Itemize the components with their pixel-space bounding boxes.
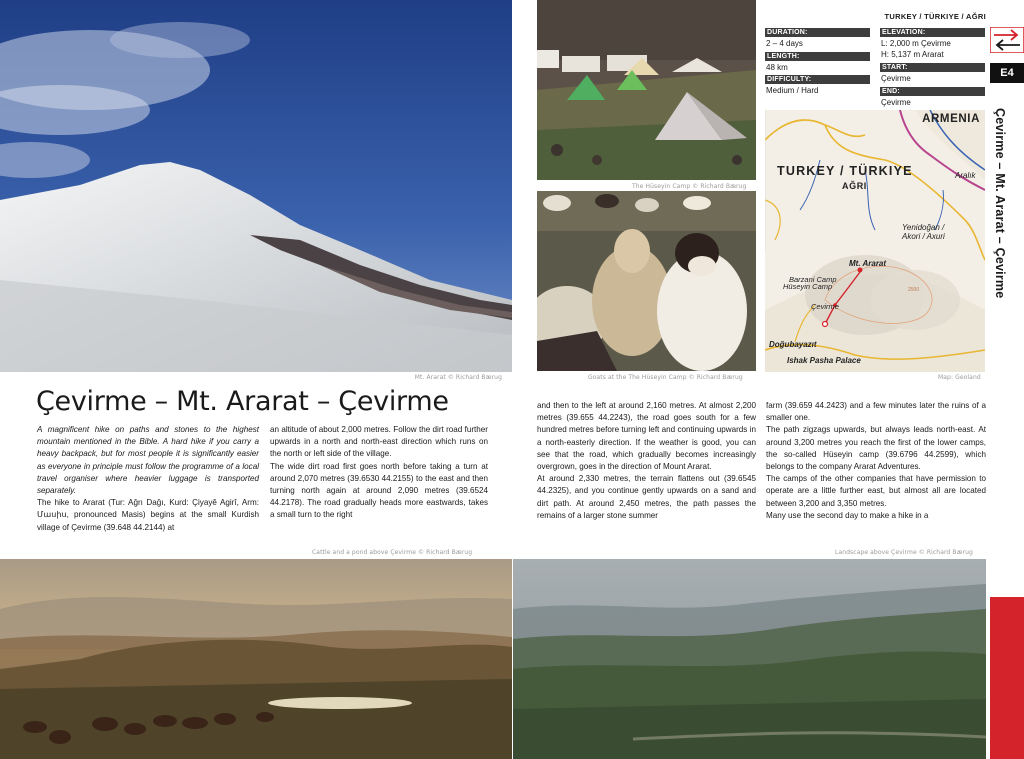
- round-trip-icon: [990, 27, 1024, 53]
- elevation-low: L: 2,000 m Çevirme: [881, 39, 951, 48]
- photo-cattle-pond: [0, 559, 512, 759]
- body-paragraph: The wide dirt road first goes north before taking a turn at around 2,070 metres (39.6530 44.2155) to the east and then turning north again at around 2,090 metres (39.6524 44.2178). The road gradually heads more eastwards, takes a small turn to the right: [270, 461, 488, 520]
- photo-huseyin-camp: [537, 0, 756, 180]
- body-paragraph: Many use the second day to make a hike in a: [766, 510, 929, 520]
- chapter-color-bar: [990, 597, 1024, 759]
- region-label: TURKEY / TÜRKIYE / AĞRI: [884, 12, 986, 21]
- start-label: START:: [880, 63, 985, 72]
- difficulty-label: DIFFICULTY:: [765, 75, 870, 84]
- side-route-title: Çevirme – Mt. Ararat – Çevirme: [993, 108, 1007, 299]
- map-dogubayazit: Doğubayazıt: [769, 340, 817, 349]
- map-ararat: Mt. Ararat: [849, 259, 887, 268]
- difficulty-value: Medium / Hard: [766, 86, 819, 95]
- route-code-badge: E4: [990, 63, 1024, 83]
- map-ishak: Ishak Pasha Palace: [787, 356, 861, 365]
- duration-value: 2 – 4 days: [766, 39, 803, 48]
- duration-label: DURATION:: [765, 28, 870, 37]
- end-value: Çevirme: [881, 98, 911, 107]
- body-paragraph: The camps of the other companies that have permission to operate are a little further east, but almost all are located between 3,200 and 3,350 metres.: [766, 474, 986, 508]
- map-barzani: Barzani Camp: [789, 275, 837, 284]
- photo-mt-ararat: [0, 0, 512, 372]
- map-yenidogan: Yenidoğan /: [902, 223, 945, 232]
- route-map: [765, 110, 985, 372]
- text-column-3: [537, 400, 756, 522]
- credit-camp: The Hüseyin Camp © Richard Bærug: [632, 183, 747, 190]
- end-label: END:: [880, 87, 985, 96]
- map-huseyin: Hüseyin Camp: [783, 282, 833, 291]
- map-contour: 2500: [908, 287, 920, 293]
- body-paragraph: farm (39.659 44.2423) and a few minutes later the ruins of a smaller one.: [766, 401, 986, 423]
- elevation-high: H: 5,137 m Ararat: [881, 50, 944, 59]
- map-armenia: ARMENIA: [922, 113, 980, 125]
- credit-map: Map: Geoland: [938, 374, 981, 381]
- credit-landscape: Landscape above Çevirme © Richard Bærug: [835, 549, 973, 556]
- text-column-4: [766, 400, 986, 522]
- photo-goats: [537, 191, 756, 371]
- photo-landscape: [513, 559, 986, 759]
- intro-paragraph: A magnificent hike on paths and stones to the highest mountain mentioned in the Bible. A hard hike if you carry a heavy backpack, but for most people it is significantly easier as everyone in principle must follow the programme of a local travel organiser where heavier luggage is transported separately.: [37, 425, 259, 496]
- map-turkey: TURKEY / TÜRKIYE: [777, 164, 913, 178]
- text-column-2: [270, 424, 488, 522]
- credit-ararat: Mt. Ararat © Richard Bærug: [414, 374, 502, 381]
- length-label: LENGTH:: [765, 52, 870, 61]
- text-column-1: [37, 424, 259, 534]
- map-cevirme: Çevirme: [811, 302, 839, 311]
- credit-goats: Goats at the The Hüseyin Camp © Richard Bærug: [588, 374, 743, 381]
- body-paragraph: and then to the left at around 2,160 metres. At almost 2,200 metres (39.655 44.2243), the road goes south for a few hundred metres before turning left and continuing upwards in a north-easterly direction. If the weather is good, you can see that the road, which gradually becomes increasingly overgrown, goes in the direction of Mount Ararat.: [537, 401, 756, 472]
- map-agri: AĞRI: [842, 181, 867, 191]
- body-paragraph: The path zigzags upwards, but always leads north-east. At around 3,200 metres you reach the first of the lower camps, the so-called Hüseyin camp (39.6796 44.2599), which belongs to the company Ararat Adventures.: [766, 425, 986, 472]
- map-akori: Akori / Axuri: [902, 232, 945, 241]
- page-title: Çevirme – Mt. Ararat – Çevirme: [36, 386, 449, 417]
- length-value: 48 km: [766, 63, 788, 72]
- body-paragraph: At around 2,330 metres, the terrain flattens out (39.6545 44.2325), and you continue gently upwards on a sand and dirt path. At around 2,450 metres, the path passes the remains of a larger stone summer: [537, 474, 756, 520]
- body-paragraph: an altitude of about 2,000 metres. Follow the dirt road further upwards in a north and north-east direction which runs on the north or left side of the village.: [270, 425, 488, 459]
- body-paragraph: The hike to Ararat (Tur: Ağrı Dağı, Kurd: Çiyayê Agirî, Arm: Մասիս, pronounced Masis) begins at the small Kurdish village of Çevirme (39.648 44.2144) at: [37, 498, 259, 532]
- map-aralik: Aralık: [955, 171, 976, 180]
- start-value: Çevirme: [881, 74, 911, 83]
- elevation-label: ELEVATION:: [880, 28, 985, 37]
- credit-cattle: Cattle and a pond above Çevirme © Richard Bærug: [312, 549, 473, 556]
